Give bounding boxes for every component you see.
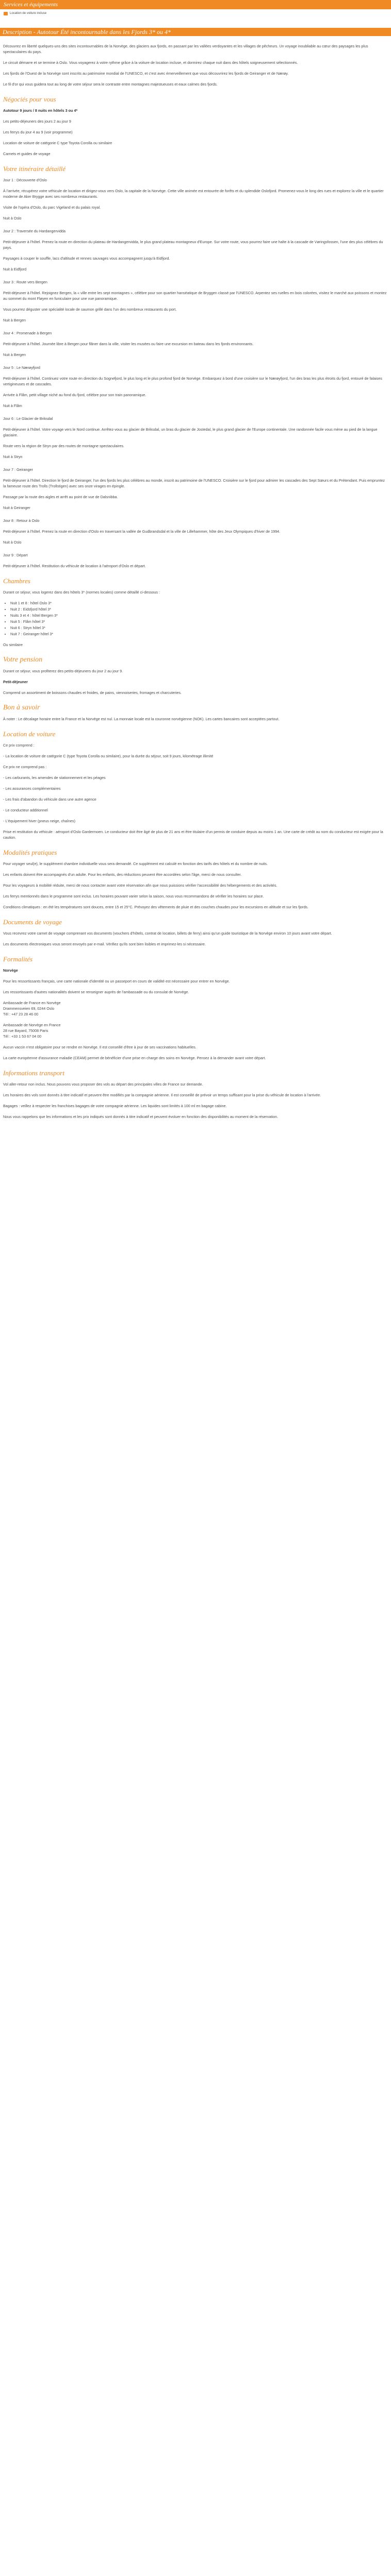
included-item: Location de voiture de catégorie C type Toyota Corolla ou similaire bbox=[3, 141, 112, 145]
car-line: - Les frais d'abandon du véhicule dans une autre agence bbox=[3, 797, 96, 802]
intro-section bbox=[3, 43, 388, 87]
day-title: Jour 3 : Route vers Bergen bbox=[3, 280, 47, 284]
rooms-note: Ou similaire bbox=[3, 642, 23, 647]
day-note: Visite de l'opéra d'Oslo, du parc Vigeland et du palais royal. bbox=[3, 205, 101, 210]
car-line: - L'équipement hiver (pneus neige, chaînes) bbox=[3, 819, 76, 823]
day-title: Jour 5 : Le Nærøyfjord bbox=[3, 365, 40, 370]
included-item: Les ferrys du jour 4 au 9 (voir programme) bbox=[3, 130, 73, 134]
formalities-paragraph: Ambassade de France en Norvège bbox=[3, 1001, 61, 1005]
docs-section bbox=[3, 930, 388, 947]
day-text: Petit-déjeuner à l'hôtel. Continuez votre route en direction du Sognefjord, le plus long et le plus profond fjord de Norvège. Embarquez à bord d'une croisière sur le Nærøyfjord, l'un des bras les plus étroits du fjord, entouré de falaises vertigineuses et de cascades. bbox=[3, 376, 382, 386]
services-banner bbox=[0, 0, 391, 9]
day-stay: Nuit à Bergen bbox=[3, 352, 26, 357]
itinerary-day bbox=[3, 416, 388, 460]
day-stay: Nuit à Oslo bbox=[3, 540, 22, 545]
intro-paragraph: Découvrez en liberté quelques-uns des sites incontournables de la Norvège, des glaciers aux fjords, en passant par les vallées verdoyantes et les villages de pêcheurs. Un voyage inoubliable au cœur des paysages les plus spectaculaires du pays. bbox=[3, 44, 368, 54]
sanitary-paragraph: La carte européenne d'assurance maladie (CEAM) permet de bénéficier d'une prise en charge des soins en Norvège. Pensez à la demander avant votre départ. bbox=[3, 1056, 266, 1060]
day-note: Arrivée à Flåm, petit village niché au fond du fjord, célèbre pour son train panoramique. bbox=[3, 393, 146, 397]
description-banner bbox=[0, 28, 391, 36]
formalities-paragraph: Ambassade de Norvège en France bbox=[3, 1023, 61, 1027]
formalities-paragraph: 28 rue Bayard, 75008 Paris bbox=[3, 1028, 48, 1033]
docs-heading: Documents de voyage bbox=[3, 918, 62, 926]
itinerary-day bbox=[3, 552, 388, 569]
car-heading: Location de voiture bbox=[3, 730, 56, 738]
day-text: Petit-déjeuner à l'hôtel. Direction le fjord de Geiranger, l'un des fjords les plus célèbres au monde, inscrit au patrimoine de l'UNESCO. Croisière sur le fjord pour admirer les cascades des Sept Sœurs et du Prétendant. Puis empruntez la fameuse route des Trolls (Trollstigen) avec ses onze virages en épingle. bbox=[3, 478, 385, 488]
practical-paragraph: Pour voyager seul(e), le supplément chambre individuelle vous sera demandé. Ce supplément est calculé en fonction des tarifs des hôtels et du nombre de nuits. bbox=[3, 861, 268, 866]
transport-heading: Informations transport bbox=[3, 1069, 64, 1077]
car-line: - Le conducteur additionnel bbox=[3, 808, 48, 812]
room-item: • Nuit 5 : Flåm hôtel 3* bbox=[10, 619, 388, 624]
itinerary-day bbox=[3, 518, 388, 545]
itinerary-days bbox=[3, 177, 388, 569]
meals-subheading: Petit-déjeuner bbox=[3, 680, 28, 684]
day-title: Jour 1 : Découverte d'Oslo bbox=[3, 178, 47, 182]
room-item: • Nuit 2 : Eidsfjord hôtel 3* bbox=[10, 606, 388, 612]
program-heading: Votre itinéraire détaillé bbox=[3, 165, 66, 173]
car-rental-label: Location de voiture incluse bbox=[10, 12, 47, 15]
day-text: Petit-déjeuner à l'hôtel. Restitution du véhicule de location à l'aéroport d'Oslo et départ. bbox=[3, 564, 146, 568]
room-item: • Nuit 6 : Stryn hôtel 3* bbox=[10, 625, 388, 631]
room-item: • Nuit 1 et 8 : hôtel Oslo 3* bbox=[10, 600, 388, 606]
room-item: • Nuit 7 : Geiranger hôtel 3* bbox=[10, 631, 388, 637]
meals-text: Durant ce séjour, vous profiterez des petits-déjeuners du jour 2 au jour 9. bbox=[3, 669, 123, 673]
included-item: Carnets et guides de voyage bbox=[3, 151, 51, 156]
included-item: Les petits-déjeuners des jours 2 au jour 9 bbox=[3, 119, 71, 124]
docs-paragraph: Les documents électroniques vous seront envoyés par e-mail. Vérifiez qu'ils sont bien lisibles et imprimez-les si nécessaire. bbox=[3, 942, 206, 946]
day-title: Jour 4 : Promenade à Bergen bbox=[3, 331, 52, 335]
day-note: Paysages à couper le souffle, lacs d'altitude et rennes sauvages vous accompagnent jusqu'à Eidfjord. bbox=[3, 256, 170, 261]
practical-section bbox=[3, 861, 388, 910]
transport-paragraph: Les horaires des vols sont donnés à titre indicatif et peuvent être modifiés par la compagnie aérienne. Il est conseillé de prévoir un temps suffisant pour la prise du véhicule de location à l'arrivée. bbox=[3, 1093, 321, 1097]
day-note: Route vers la région de Stryn par des routes de montagne spectaculaires. bbox=[3, 444, 124, 448]
meals-text: Comprend un assortiment de boissons chaudes et froides, de pains, viennoiseries, fromages et charcuteries. bbox=[3, 690, 182, 695]
onsite-text: À noter : Le décalage horaire entre la France et la Norvège est nul. La monnaie locale est la couronne norvégienne (NOK). Les cartes bancaires sont acceptées partout. bbox=[3, 717, 280, 721]
formalities-paragraph: Tél : +47 23 28 46 00 bbox=[3, 1012, 39, 1016]
intro-paragraph: Le fil d'or qui vous guidera tout au long de votre séjour sera le contraste entre montagnes majestueuses et eaux calmes des fjords. bbox=[3, 82, 218, 87]
itinerary-day bbox=[3, 365, 388, 409]
day-text: Petit-déjeuner à l'hôtel. Prenez la route en direction d'Oslo en traversant la vallée de Gudbrandsdal et la ville de Lillehammer, hôte des Jeux Olympiques d'hiver de 1994. bbox=[3, 529, 281, 534]
day-stay: Nuit à Stryn bbox=[3, 454, 23, 459]
car-line: - La location de voiture de catégorie C (type Toyota Corolla ou similaire), pour la durée du séjour, soit 9 jours, kilométrage illimité bbox=[3, 754, 214, 758]
day-title: Jour 2 : Traversée du Hardangervidda bbox=[3, 229, 66, 233]
car-section bbox=[3, 742, 388, 840]
itinerary-day bbox=[3, 279, 388, 323]
day-text: Petit-déjeuner à l'hôtel. Votre voyage vers le Nord continue. Arrêtez-vous au glacier de Briksdal, un bras du glacier de Jostedal, le plus grand glacier de l'Europe continentale. Une randonnée facile vous mène au pied de la langue glaciaire. bbox=[3, 427, 378, 437]
day-stay: Nuit à Oslo bbox=[3, 216, 22, 221]
meals-section bbox=[3, 668, 388, 696]
sanitary-paragraph: Aucun vaccin n'est obligatoire pour se rendre en Norvège. Il est conseillé d'être à jour de ses vaccinations habituelles. bbox=[3, 1045, 197, 1049]
formalities-paragraph: Pour les ressortissants français, une carte nationale d'identité ou un passeport en cours de validité est nécessaire pour entrer en Norvège. bbox=[3, 979, 230, 984]
day-stay: Nuit à Flåm bbox=[3, 403, 22, 408]
day-title: Jour 6 : Le Glacier de Briksdal bbox=[3, 416, 53, 421]
practical-paragraph: Les ferrys mentionnés dans le programme sont inclus. Les horaires pouvant varier selon la saison, nous vous recommandons de vérifier les horaires sur place. bbox=[3, 894, 264, 899]
onsite-heading: Bon à savoir bbox=[3, 704, 40, 711]
day-title: Jour 8 : Retour à Oslo bbox=[3, 518, 40, 523]
day-text: Petit-déjeuner à l'hôtel. Prenez la route en direction du plateau de Hardangervidda, le plus grand plateau montagneux d'Europe. Sur votre route, vous pourrez faire une halte à la cascade de Vøringsfossen, l'une des plus célèbres du pays. bbox=[3, 240, 383, 250]
itinerary-day bbox=[3, 228, 388, 272]
transport-paragraph: Bagages : veillez à respecter les franchises bagages de votre compagnie aérienne. Les liquides sont limités à 100 ml en bagage cabine. bbox=[3, 1104, 227, 1108]
itinerary-day bbox=[3, 177, 388, 221]
services-title: Services et équipements bbox=[4, 1, 58, 8]
rooms-list bbox=[10, 600, 388, 637]
itinerary-day bbox=[3, 330, 388, 358]
transport-paragraph: Vol aller-retour non inclus. Nous pouvons vous proposer des vols au départ des principales villes de France sur demande. bbox=[3, 1082, 203, 1087]
practical-paragraph: Conditions climatiques : en été les températures sont douces, entre 15 et 25°C. Prévoyez des vêtements de pluie et des couches chaudes pour les excursions en altitude et sur les fjords. bbox=[3, 905, 308, 909]
day-stay: Nuit à Eidfjord bbox=[3, 267, 27, 272]
rooms-intro: Durant ce séjour, vous logerez dans des hôtels 3* (normes locales) comme détaillé ci-dessous : bbox=[3, 590, 160, 595]
intro-paragraph: Le circuit démarre et se termine à Oslo. Vous voyagerez à votre rythme grâce à la voiture de location incluse, et dormirez chaque nuit dans des hôtels soigneusement sélectionnés. bbox=[3, 60, 298, 65]
day-text: Petit-déjeuner à l'hôtel. Journée libre à Bergen pour flâner dans la ville, visiter les musées ou faire une excursion en bateau dans les fjords environnants. bbox=[3, 342, 254, 346]
formalities-heading: Formalités bbox=[3, 955, 33, 963]
itinerary-day bbox=[3, 467, 388, 511]
included-list bbox=[3, 108, 388, 157]
car-rental-link[interactable] bbox=[0, 9, 391, 16]
practical-heading: Modalités pratiques bbox=[3, 849, 57, 856]
room-item: • Nuits 3 et 4 : hôtel Bergen 3* bbox=[10, 613, 388, 618]
meals-heading: Votre pension bbox=[3, 656, 43, 664]
day-text: À l'arrivée, récupérez votre véhicule de location et dirigez-vous vers Oslo, la capitale de la Norvège. Cette ville animée est entourée de forêts et du splendide Oslofjord. Promenez-vous le long des rues et explorez la ville et le quartier moderne de Aker Brygge avec ses nombreux restaurants. bbox=[3, 189, 384, 199]
docs-paragraph: Vous recevrez votre carnet de voyage comprenant vos documents (vouchers d'hôtels, contrat de location, billets de ferry) ainsi qu'un guide touristique de la Norvège environ 10 jours avant votre départ. bbox=[3, 931, 332, 936]
formalities-subheading: Norvège bbox=[3, 968, 18, 973]
formalities-paragraph: Les ressortissants d'autres nationalités doivent se renseigner auprès de l'ambassade ou du consulat de Norvège. bbox=[3, 990, 189, 994]
day-stay: Nuit à Bergen bbox=[3, 318, 26, 323]
day-text: Petit-déjeuner à l'hôtel. Rejoignez Bergen, la « ville entre les sept montagnes », célèbre pour son quartier hanséatique de Bryggen classé par l'UNESCO. Arpentez ses ruelles en bois colorées, visitez le marché aux poissons et montez au sommet du mont Fløyen en funiculaire pour une vue panoramique. bbox=[3, 291, 387, 301]
car-intro: Ce prix comprend : bbox=[3, 743, 35, 748]
formalities-paragraph: Tél : +33 1 53 67 04 00 bbox=[3, 1034, 42, 1039]
included-heading: Négociés pour vous bbox=[3, 95, 56, 103]
car-line: - Les carburants, les amendes de stationnement et les péages bbox=[3, 775, 106, 780]
transport-section bbox=[3, 1081, 388, 1120]
day-note: Passage par la route des aigles et arrêt au point de vue de Dalsnibba. bbox=[3, 495, 118, 499]
day-title: Jour 7 : Geiranger bbox=[3, 467, 33, 472]
onsite-section bbox=[3, 716, 388, 722]
page-title: Description - Autotour Été incontournable dans les Fjords 3* ou 4* bbox=[3, 28, 171, 36]
rooms-section bbox=[3, 589, 388, 648]
formalities-paragraph: Drammensveien 69, 0244 Oslo bbox=[3, 1006, 55, 1011]
practical-paragraph: Les enfants doivent être accompagnés d'un adulte. Pour les enfants, des réductions peuvent être accordées selon l'âge, merci de nous consulter. bbox=[3, 872, 242, 877]
day-note: Vous pourrez déguster une spécialité locale de saumon grillé dans l'un des nombreux restaurants du port. bbox=[3, 307, 177, 312]
content bbox=[0, 36, 391, 1120]
day-title: Jour 9 : Départ bbox=[3, 553, 28, 557]
day-stay: Nuit à Geiranger bbox=[3, 505, 30, 510]
included-item: Autotour 9 jours / 8 nuits en hôtels 3 ou 4* bbox=[3, 108, 78, 113]
car-icon bbox=[4, 12, 8, 15]
car-line: Ce prix ne comprend pas : bbox=[3, 765, 47, 769]
practical-paragraph: Pour les voyageurs à mobilité réduite, merci de nous contacter avant votre réservation afin que nous puissions vérifier l'accessibilité des hébergements et des activités. bbox=[3, 883, 278, 888]
transport-paragraph: Nous vous rappelons que les informations et les prix indiqués sont donnés à titre indicatif et peuvent évoluer en fonction des disponibilités au moment de la réservation. bbox=[3, 1114, 278, 1119]
car-note: Prise et restitution du véhicule : aéroport d'Oslo Gardermoen. Le conducteur doit être âgé de plus de 21 ans et être titulaire d'un permis de conduire depuis au moins 1 an. Une carte de crédit au nom du conducteur est exigée pour la caution. bbox=[3, 829, 383, 840]
rooms-heading: Chambres bbox=[3, 577, 30, 585]
intro-paragraph: Les fjords de l'Ouest de la Norvège sont inscrits au patrimoine mondial de l'UNESCO, et c'est avec émerveillement que vous découvrirez les fjords de Geiranger et de Nærøy. bbox=[3, 71, 289, 76]
car-line: - Les assurances complémentaires bbox=[3, 786, 61, 791]
formalities-section bbox=[3, 968, 388, 1061]
